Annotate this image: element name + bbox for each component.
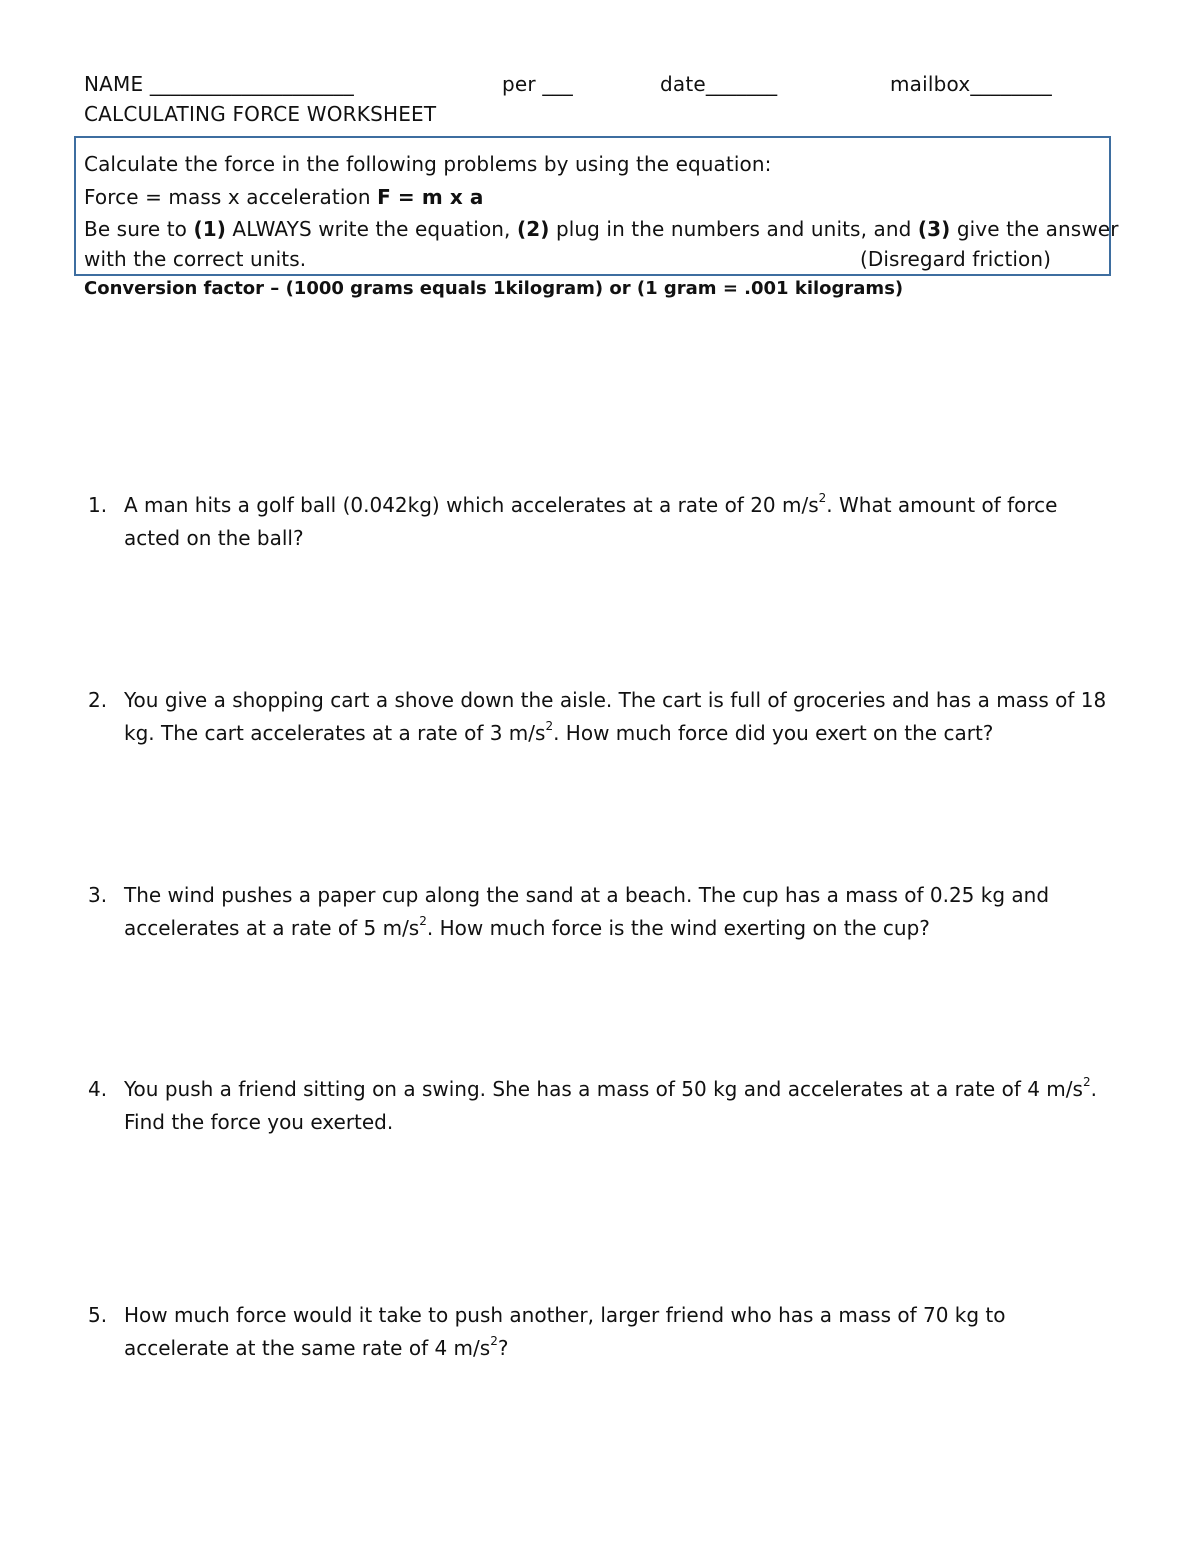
question-5 [88, 1299, 1108, 1365]
question-3 [88, 879, 1108, 945]
question-text: You give a shopping cart a shove down the aisle. The cart is full of groceries and has a mass of 18 kg. The cart accelerates at a rate of 3 $m/s^2$. How much force did you exert on the cart? [124, 688, 1107, 745]
friction-note: (Disregard friction) [860, 247, 1052, 271]
instruction-line-1: Calculate the force in the following problems by using the equation: [84, 152, 772, 176]
instruction-line-3 [84, 217, 1119, 241]
instruction-text: ALWAYS write the equation, [225, 217, 517, 241]
equation-formula: F = m x a [377, 185, 484, 209]
superscript: 2 [419, 914, 427, 929]
question-number: 1. [88, 493, 108, 517]
question-text: You push a friend sitting on a swing. She has a mass of 50 kg and accelerates at a rate of 4 $m/s^2$. Find the force you exerted. [124, 1075, 1097, 1134]
superscript: 2 [490, 1334, 498, 1349]
question-number: 4. [88, 1077, 108, 1101]
equation-words: Force = mass x acceleration [84, 185, 378, 209]
superscript: 2 [1082, 1075, 1091, 1090]
instruction-text: give the answer [950, 217, 1119, 241]
question-number: 5. [88, 1303, 108, 1327]
instruction-text: plug in the numbers and units, and [549, 217, 918, 241]
superscript: 2 [818, 491, 827, 506]
instruction-text: Be sure to [84, 217, 194, 241]
question-4 [88, 1073, 1108, 1139]
question-1 [88, 489, 1108, 555]
step-3-label: (3) [917, 217, 951, 241]
date-field: date_______ [660, 72, 778, 96]
question-text: How much force would it take to push another, larger friend who has a mass of 70 kg to accelerate at the same rate of 4 $m/s^2$? [124, 1303, 1006, 1360]
mailbox-field: mailbox________ [890, 72, 1053, 96]
equation-line [84, 185, 484, 209]
instruction-line-4: with the correct units. [84, 247, 307, 271]
period-field: per ___ [502, 72, 573, 96]
question-text: The wind pushes a paper cup along the sand at a beach. The cup has a mass of 0.25 kg and accelerates at a rate of 5 $m/s^2$. How much force is the wind exerting on the cup? [124, 883, 1050, 940]
question-number: 2. [88, 688, 108, 712]
question-text: A man hits a golf ball (0.042kg) which accelerates at a rate of 20 $m/s^2$. What amount of force acted on the ball? [124, 491, 1058, 550]
superscript: 2 [545, 719, 554, 734]
question-number: 3. [88, 883, 108, 907]
conversion-factor: Conversion factor – (1000 grams equals 1kilogram) or (1 gram = .001 kilograms) [84, 278, 904, 299]
step-2-label: (2) [516, 217, 550, 241]
step-1-label: (1) [193, 217, 226, 241]
name-field: NAME ____________________ [84, 72, 354, 96]
worksheet-title: CALCULATING FORCE WORKSHEET [84, 102, 437, 126]
question-2 [88, 684, 1108, 750]
